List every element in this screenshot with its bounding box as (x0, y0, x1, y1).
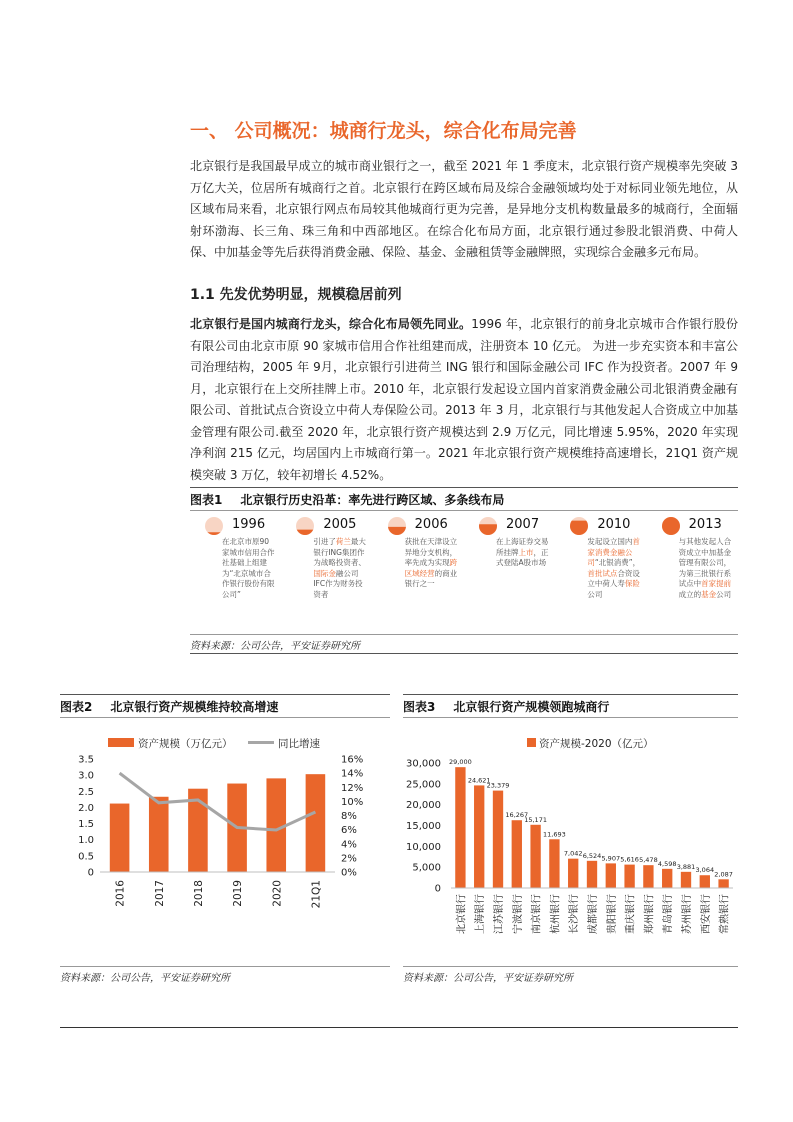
city-bank-asset-chart (403, 722, 738, 965)
timeline-text: 与其他发起人合资成立中加基金管理有限公司，为第三批银行系试点中 (678, 537, 732, 588)
y-tick-label: 0 (87, 867, 94, 879)
bank-asset-bar (700, 875, 710, 888)
y2-tick-label: 8% (341, 811, 357, 822)
x-tick-label: 西安银行 (700, 894, 712, 934)
timeline-highlight-text: 跨区域经营 (404, 558, 458, 578)
bank-asset-bar (512, 820, 522, 888)
figure1-header-rule (190, 510, 738, 511)
figure2-header-rule (60, 717, 390, 718)
x-tick-label: 杭州银行 (550, 894, 562, 934)
x-tick-label: 郑州银行 (644, 894, 656, 934)
data-label: 15,171 (524, 815, 547, 824)
figure3-header-rule (403, 717, 738, 718)
timeline-text: ，正式登陆A股市场 (496, 547, 549, 567)
x-tick-label: 南京银行 (531, 894, 543, 934)
timeline-event (569, 513, 646, 633)
timeline-text: 在上海证券交易所挂牌 (496, 537, 549, 557)
timeline-year: 2005 (323, 517, 357, 532)
lead-sentence: 北京银行是国内城商行龙头，综合化布局领先同业。 (190, 317, 472, 331)
timeline-year: 2006 (414, 517, 448, 532)
bank-asset-bar (474, 785, 484, 888)
data-label: 11,693 (543, 830, 566, 839)
timeline-dot-icon (387, 516, 407, 536)
x-tick-label: 上海银行 (475, 894, 487, 934)
bank-asset-bar (530, 825, 540, 888)
bank-asset-bar (718, 879, 728, 888)
x-tick-label: 贵阳银行 (606, 894, 618, 934)
data-label: 3,064 (695, 866, 715, 875)
timeline-year: 2013 (688, 517, 722, 532)
timeline-dot-fill (662, 517, 680, 535)
timeline-event (204, 513, 281, 633)
intro-paragraph: 北京银行是我国最早成立的城市商业银行之一，截至 2021 年 1 季度末，北京银行资产规模率先突破 3 万亿大关，位居所有城商行之首。北京银行在跨区域布局及综合金融领域均处于对标同业领先地位，从区域布局来看，北京银行网点布局较其他城商行更为完善，是异地分支机构数量最多的城商行，全面辐射环渤海、长三角、珠三角和中西部地区。在综合化布局方面，北京银行通过参股北银消费、中荷人保、中加基金等先后获得消费金融、保险、基金、金融租赁等金融牌照，实现综合金融多元布局。 (190, 159, 738, 259)
bank-asset-bar (587, 861, 597, 888)
y-tick-label: 0.5 (78, 851, 94, 863)
y-tick-label: 3.5 (78, 754, 94, 766)
history-timeline (190, 513, 738, 633)
figure3-title: 北京银行资产规模领跑城商行 (453, 700, 610, 714)
bank-asset-bar (662, 869, 672, 888)
legend-bar-label: 资产规模（万亿元） (138, 738, 233, 750)
page-footer-rule (60, 1027, 738, 1028)
x-tick-label: 重庆银行 (625, 894, 637, 934)
timeline-highlight-text: 上市 (518, 547, 534, 557)
history-body: 1996 年，北京银行的前身北京城市合作银行股份有限公司由北京市原 90 家城市信用合作社组建而成，注册资本 10 亿元。 为进一步充实资本和丰富公司治理结构，2005 年 9月，北京银行引进荷兰 ING 银行和国际金融公司 IFC 作为投资者。2007 年 9月，北京银行在上交所挂牌上市。2010 年，北京银行发起设立国内首家消费金融公司北银消费金融有限公司、首批试点合资设立中荷人寿保险公司。2013 年 3 月，北京银行与其他发起人合资成立中加基金管理有限公司.截至 2020 年，北京银行资产规模达到 2.9 万亿元，同比增速 5.95%，2020 年实现净利润 215 亿元，均居国内上市城商行第一。2021 年北京银行资产规模维持高速增长，21Q1 资产规模突破 3 万亿，较年初增长 4.52%。 (190, 317, 738, 482)
timeline-text: 引进了 (313, 537, 336, 546)
figure2-title: 北京银行资产规模维持较高增速 (110, 700, 279, 714)
figure2-source: 资料来源：公司公告，平安证券研究所 (60, 973, 230, 984)
x-tick-label: 2018 (192, 880, 205, 907)
y-tick-label: 1.0 (78, 835, 94, 847)
figure1-source-rule (190, 634, 738, 635)
asset-bar (149, 797, 169, 872)
timeline-event (661, 513, 738, 633)
bank-asset-bar (681, 872, 691, 888)
data-label: 24,621 (467, 776, 491, 785)
data-label: 5,907 (601, 854, 621, 863)
figure3-header (403, 698, 609, 715)
legend-bar-swatch (108, 738, 134, 747)
timeline-text: 合资设立中荷人寿 (587, 568, 640, 588)
figure1-title: 北京银行历史沿革：率先进行跨区域、多条线布局 (240, 493, 505, 507)
x-tick-label: 常熟银行 (719, 894, 731, 934)
x-tick-label: 成都银行 (588, 894, 599, 934)
legend-bar-label: 资产规模-2020（亿元） (539, 738, 654, 750)
data-label: 7,042 (563, 849, 583, 858)
growth-line (120, 773, 316, 830)
x-tick-label: 苏州银行 (682, 894, 693, 934)
data-label: 16,267 (505, 811, 529, 820)
y2-tick-label: 6% (341, 825, 357, 837)
section-heading: 一、 公司概况：城商行龙头，综合化布局完善 (190, 120, 577, 142)
timeline-dot-icon (569, 516, 589, 536)
timeline-description (405, 537, 459, 590)
legend-bar-swatch (527, 738, 536, 747)
timeline-event (387, 513, 464, 633)
timeline-highlight-text: 首家消费金融公司 (587, 537, 640, 567)
y-tick-label: 30,000 (406, 758, 441, 770)
y-tick-label: 20,000 (406, 800, 441, 812)
timeline-description (679, 537, 733, 600)
x-tick-label: 2020 (271, 880, 284, 907)
figure2-number: 图表2 (60, 700, 93, 714)
y-tick-label: 3.0 (78, 770, 94, 782)
timeline-text: “北银消费”， (594, 558, 641, 567)
timeline-year: 2010 (597, 517, 631, 532)
figure2-header (60, 698, 278, 715)
y2-tick-label: 14% (341, 768, 364, 780)
data-label: 29,000 (449, 758, 472, 767)
timeline-highlight-text: 保险 (624, 579, 640, 588)
timeline-text: 成立的 (678, 589, 702, 599)
asset-bar (306, 774, 326, 872)
figure3-number: 图表3 (403, 700, 436, 714)
x-tick-label: 长沙银行 (569, 894, 581, 934)
bank-asset-bar (624, 865, 634, 888)
timeline-highlight-text: 荷兰 (335, 537, 351, 546)
timeline-description (587, 537, 641, 600)
timeline-dot-icon (661, 516, 681, 536)
data-label: 4,598 (657, 859, 677, 868)
figure1-source: 资料来源：公司公告，平安证券研究所 (190, 641, 360, 652)
figure1-header (190, 491, 504, 508)
timeline-year: 1996 (232, 517, 266, 532)
timeline-event (295, 513, 372, 633)
timeline-highlight-text: 首批试点 (587, 568, 618, 578)
figure1-bottom-rule (190, 653, 738, 654)
figure3-source: 资料来源：公司公告，平安证券研究所 (403, 973, 573, 984)
timeline-text: 获批在天津设立异地分支机构，率先成为实现 (404, 537, 458, 567)
timeline-description (313, 537, 367, 600)
timeline-highlight-text: 国际金 (313, 568, 336, 578)
bank-asset-bar (643, 865, 653, 888)
y-tick-label: 10,000 (406, 841, 441, 853)
y2-tick-label: 10% (341, 796, 364, 808)
x-tick-label: 宁波银行 (512, 894, 524, 934)
asset-bar (110, 804, 130, 872)
y-tick-label: 0 (434, 883, 441, 895)
data-label: 2,087 (714, 870, 733, 879)
x-tick-label: 21Q1 (310, 880, 323, 909)
data-label: 23,379 (486, 781, 510, 790)
y2-tick-label: 2% (341, 853, 357, 865)
bank-asset-bar (455, 767, 465, 888)
y2-tick-label: 12% (341, 782, 364, 794)
y2-tick-label: 16% (341, 754, 364, 766)
history-paragraph (190, 314, 738, 486)
timeline-description (496, 537, 550, 569)
bank-asset-bar (568, 859, 578, 888)
figure3-source-rule (403, 966, 738, 967)
timeline-text: 的商业银行之一 (404, 568, 458, 588)
y-tick-label: 15,000 (406, 821, 441, 832)
asset-growth-chart (60, 722, 390, 962)
figure2-source-rule (60, 966, 390, 967)
timeline-event (478, 513, 555, 633)
x-tick-label: 2016 (114, 880, 127, 907)
bank-asset-bar (606, 863, 616, 888)
timeline-description (222, 537, 276, 600)
data-label: 3,881 (676, 862, 696, 871)
timeline-dot-icon (204, 516, 224, 536)
y-tick-label: 1.5 (78, 819, 94, 831)
y2-tick-label: 4% (341, 839, 357, 851)
figure1-top-rule (190, 487, 738, 488)
timeline-text: 公司 (716, 589, 732, 599)
y-tick-label: 2.0 (78, 802, 94, 814)
data-label: 5,616 (620, 855, 639, 864)
data-label: 5,478 (639, 856, 658, 865)
y-tick-label: 5,000 (412, 862, 441, 874)
figure2-top-rule (60, 694, 390, 695)
timeline-highlight-text: 首家提前 (701, 579, 732, 588)
timeline-dot-icon (295, 516, 315, 536)
x-tick-label: 江苏银行 (494, 894, 505, 934)
x-tick-label: 北京银行 (456, 894, 468, 934)
bank-asset-bar (493, 791, 503, 888)
bank-asset-bar (549, 839, 559, 888)
timeline-year: 2007 (506, 517, 540, 532)
timeline-text: 在北京市原90家城市信用合作社基础上组建为“北京城市合作银行股份有限公司” (222, 537, 275, 599)
y-tick-label: 25,000 (406, 779, 441, 791)
timeline-text: 融公司IFC作为财务投资者 (313, 568, 363, 599)
timeline-text: 公司 (587, 589, 603, 599)
x-tick-label: 2019 (232, 880, 245, 907)
y-tick-label: 2.5 (78, 786, 94, 798)
x-tick-label: 青岛银行 (663, 894, 675, 934)
timeline-dot-base (205, 517, 223, 535)
figure3-top-rule (403, 694, 738, 695)
data-label: 6,524 (582, 851, 602, 860)
figure1-number: 图表1 (190, 493, 223, 507)
legend-line-label: 同比增速 (278, 738, 320, 750)
timeline-text: 发起设立国内 (587, 537, 633, 546)
timeline-dot-icon (478, 516, 498, 536)
subsection-heading: 1.1 先发优势明显，规模稳居前列 (190, 287, 402, 303)
timeline-text: 最大银行ING集团作为战略投资者、 (313, 537, 366, 567)
x-tick-label: 2017 (153, 880, 166, 907)
timeline-highlight-text: 基金 (701, 589, 717, 599)
y2-tick-label: 0% (341, 867, 357, 879)
